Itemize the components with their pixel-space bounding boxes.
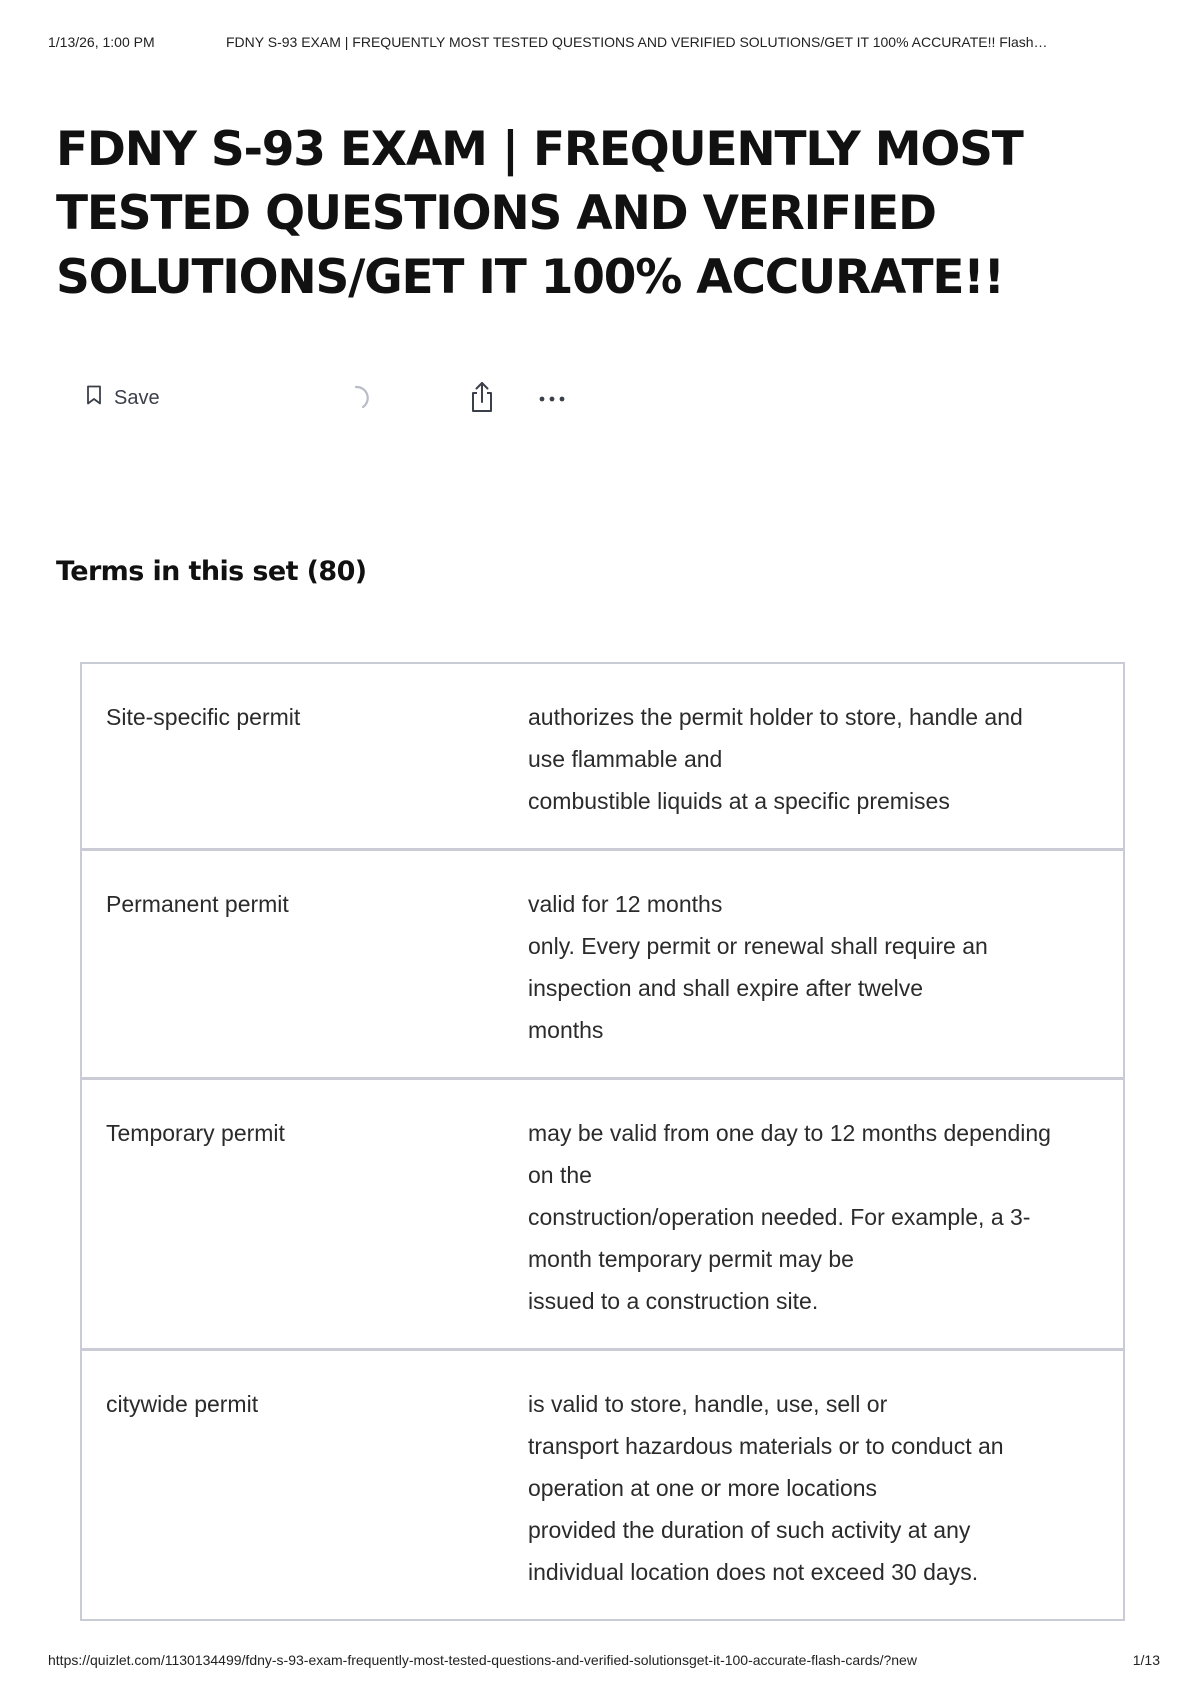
print-date: 1/13/26, 1:00 PM [48,34,155,50]
definition-line: construction/operation needed. For example, a 3- [528,1204,1031,1230]
save-label: Save [114,386,160,409]
page-title: FDNY S-93 EXAM | FREQUENTLY MOST TESTED QUESTIONS AND VERIFIED SOLUTIONS/GET IT 100% ACCURATE!! [56,122,1023,305]
save-button[interactable] [80,378,166,418]
definition-text [528,851,1123,1077]
definition-line: months [528,1017,604,1043]
definition-line: combustible liquids at a specific premises [528,788,950,814]
share-button[interactable] [462,378,502,418]
definition-line: individual location does not exceed 30 days. [528,1559,979,1585]
page-number: 1/13 [1132,1652,1160,1668]
definition-line: only. Every permit or renewal shall require an [528,933,988,959]
definition-text [528,1351,1123,1619]
definition-line: use flammable and [528,746,723,772]
definition-line: month temporary permit may be [528,1246,854,1272]
share-icon [468,380,496,417]
terms-table [80,662,1125,1621]
set-toolbar [80,378,520,418]
definition-line: may be valid from one day to 12 months depending [528,1120,1051,1146]
term-text: citywide permit [106,1391,259,1417]
print-header [48,34,1160,54]
more-horizontal-icon [537,391,567,406]
definition-line: valid for 12 months [528,891,723,917]
bookmark-icon [86,385,102,411]
definition-line: is valid to store, handle, use, sell or [528,1391,888,1417]
term-row [82,664,1123,848]
more-options-button[interactable] [532,378,572,418]
term-row [82,1348,1123,1619]
spinner-icon [342,384,370,412]
definition-line: on the [528,1162,592,1188]
definition-line: operation at one or more locations [528,1475,878,1501]
definition-line: issued to a construction site. [528,1288,819,1314]
print-doc-title: FDNY S-93 EXAM | FREQUENTLY MOST TESTED QUESTIONS AND VERIFIED SOLUTIONS/GET IT 100% ACCURATE!! Flash… [226,34,1048,50]
print-footer [48,1652,1160,1672]
term-text: Permanent permit [106,891,289,917]
term-row [82,1077,1123,1348]
definition-text [528,664,1123,848]
term-row [82,848,1123,1077]
definition-line: provided the duration of such activity at any [528,1517,971,1543]
page-url: https://quizlet.com/1130134499/fdny-s-93-exam-frequently-most-tested-questions-and-verified-solutionsget-it-100-accurate-flash-cards/?new [48,1652,917,1668]
definition-text [528,1080,1123,1348]
terms-heading: Terms in this set (80) [56,556,367,587]
definition-line: transport hazardous materials or to conduct an [528,1433,1004,1459]
definition-line: authorizes the permit holder to store, handle and [528,704,1023,730]
definition-line: inspection and shall expire after twelve [528,975,924,1001]
term-text: Temporary permit [106,1120,285,1146]
term-text: Site-specific permit [106,704,301,730]
